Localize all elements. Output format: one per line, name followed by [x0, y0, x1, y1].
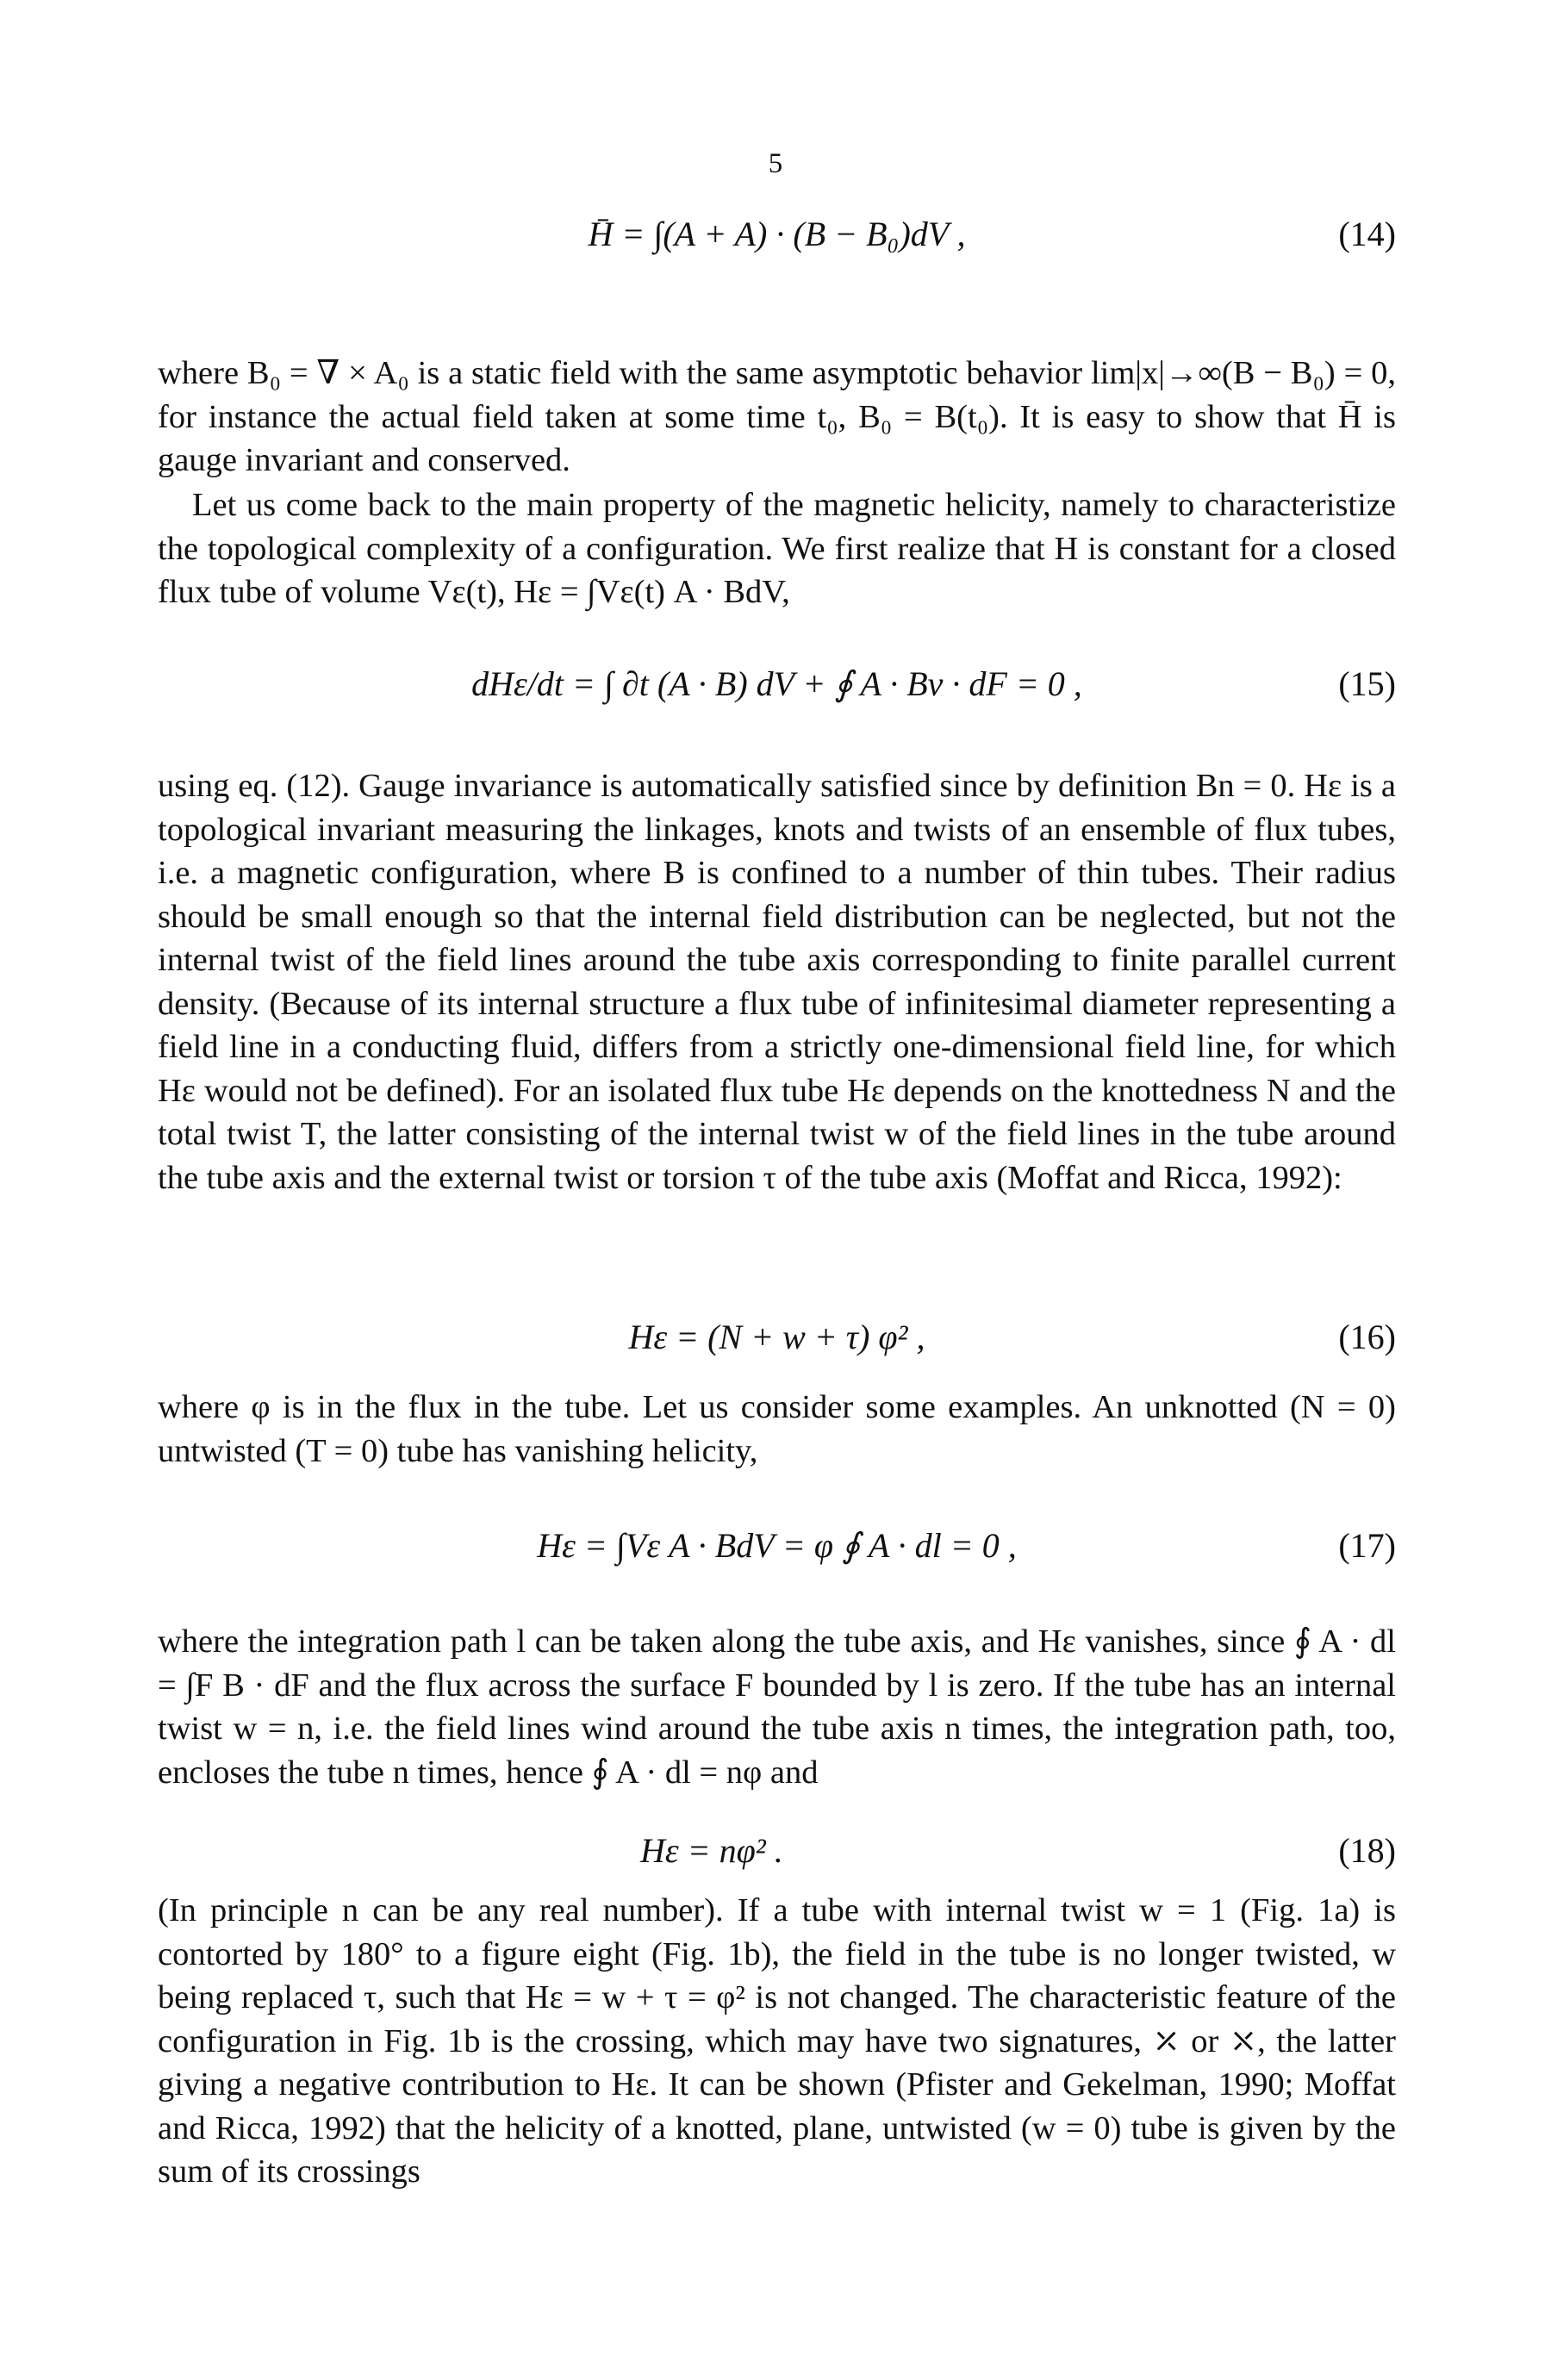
equation-formula: H̄ = ∫(A + A) · (B − B₀)dV ,: [588, 215, 966, 253]
paragraph-text: using eq. (12). Gauge invariance is automatically satisfied since by definition Bn = 0. Hε is a topological invariant measuring the linkages, knots and twists of an ensemble of flux tubes, i.e. a magnetic configuration, where B is confined to a number of thin tubes. Their radius should be small enough so that the internal field distribution can be neglected, but not the internal twist of the field lines around the tube axis corresponding to finite parallel current density. (Because of its internal structure a flux tube of infinitesimal diameter representing a field line in a conducting fluid, differs from a strictly one-dimensional field line, for which Hε would not be defined). For an isolated flux tube Hε depends on the knottedness N and the total twist T, the latter consisting of the internal twist w of the field lines in the tube around the tube axis and the external twist or torsion τ of the tube axis (Moffat and Ricca, 1992):: [158, 768, 1396, 1196]
equation-number: (14): [1338, 215, 1396, 253]
paragraph-1: [158, 352, 1396, 483]
page-number: 5: [768, 148, 783, 179]
equation-14: [158, 214, 1396, 283]
paragraph-6: [158, 1889, 1396, 2194]
equation-formula: Hε = nφ² .: [640, 1831, 783, 1870]
paragraph-3: [158, 764, 1396, 1199]
paragraph-2: [158, 483, 1396, 614]
equation-formula: dHε/dt = ∫ ∂t (A · B) dV + ∮ A · Bv · dF = 0 ,: [471, 664, 1082, 703]
paragraph-5: [158, 1620, 1396, 1794]
paragraph-text: where B₀ = ∇ × A₀ is a static field with the same asymptotic behavior lim|x|→∞(B − B₀) = 0, for instance the actual field taken at some time t₀, B₀ = B(t₀). It is easy to show that H̄ is gauge invariant and conserved.: [158, 355, 1396, 478]
equation-15: [158, 664, 1396, 732]
equation-number: (17): [1338, 1526, 1396, 1565]
paragraph-text: where the integration path l can be taken along the tube axis, and Hε vanishes, since ∮ A · dl = ∫F B · dF and the flux across the surface F bounded by l is zero. If the tube has an internal twist w = n, i.e. the field lines wind around the tube axis n times, the integration path, too, encloses the tube n times, hence ∮ A · dl = nφ and: [158, 1623, 1396, 1791]
paragraph-text: where φ is in the flux in the tube. Let us consider some examples. An unknotted (N = 0) untwisted (T = 0) tube has vanishing helicity,: [158, 1389, 1396, 1469]
equation-number: (16): [1338, 1318, 1396, 1356]
equation-number: (18): [1338, 1831, 1396, 1870]
equation-formula: Hε = ∫Vε A · BdV = φ ∮ A · dl = 0 ,: [537, 1526, 1017, 1565]
paragraph-text: Let us come back to the main property of the magnetic helicity, namely to characteristize the topological complexity of a configuration. We first realize that H is constant for a closed flux tube of volume Vε(t), Hε = ∫Vε(t) A · BdV,: [158, 487, 1396, 610]
equation-formula: Hε = (N + w + τ) φ² ,: [628, 1318, 925, 1356]
equation-16: [158, 1317, 1396, 1386]
paragraph-text: (In principle n can be any real number). If a tube with internal twist w = 1 (Fig. 1a) is contorted by 180° to a figure eight (Fig. 1b), the field in the tube is no longer twisted, w being replaced τ, such that Hε = w + τ = φ² is not changed. The characteristic feature of the configuration in Fig. 1b is the crossing, which may have two signatures, ⤫ or ⤬, the latter giving a negative contribution to Hε. It can be shown (Pfister and Gekelman, 1990; Moffat and Ricca, 1992) that the helicity of a knotted, plane, untwisted (w = 0) tube is given by the sum of its crossings: [158, 1892, 1396, 2190]
equation-number: (15): [1338, 664, 1396, 703]
equation-17: [158, 1525, 1396, 1594]
paragraph-4: [158, 1386, 1396, 1473]
